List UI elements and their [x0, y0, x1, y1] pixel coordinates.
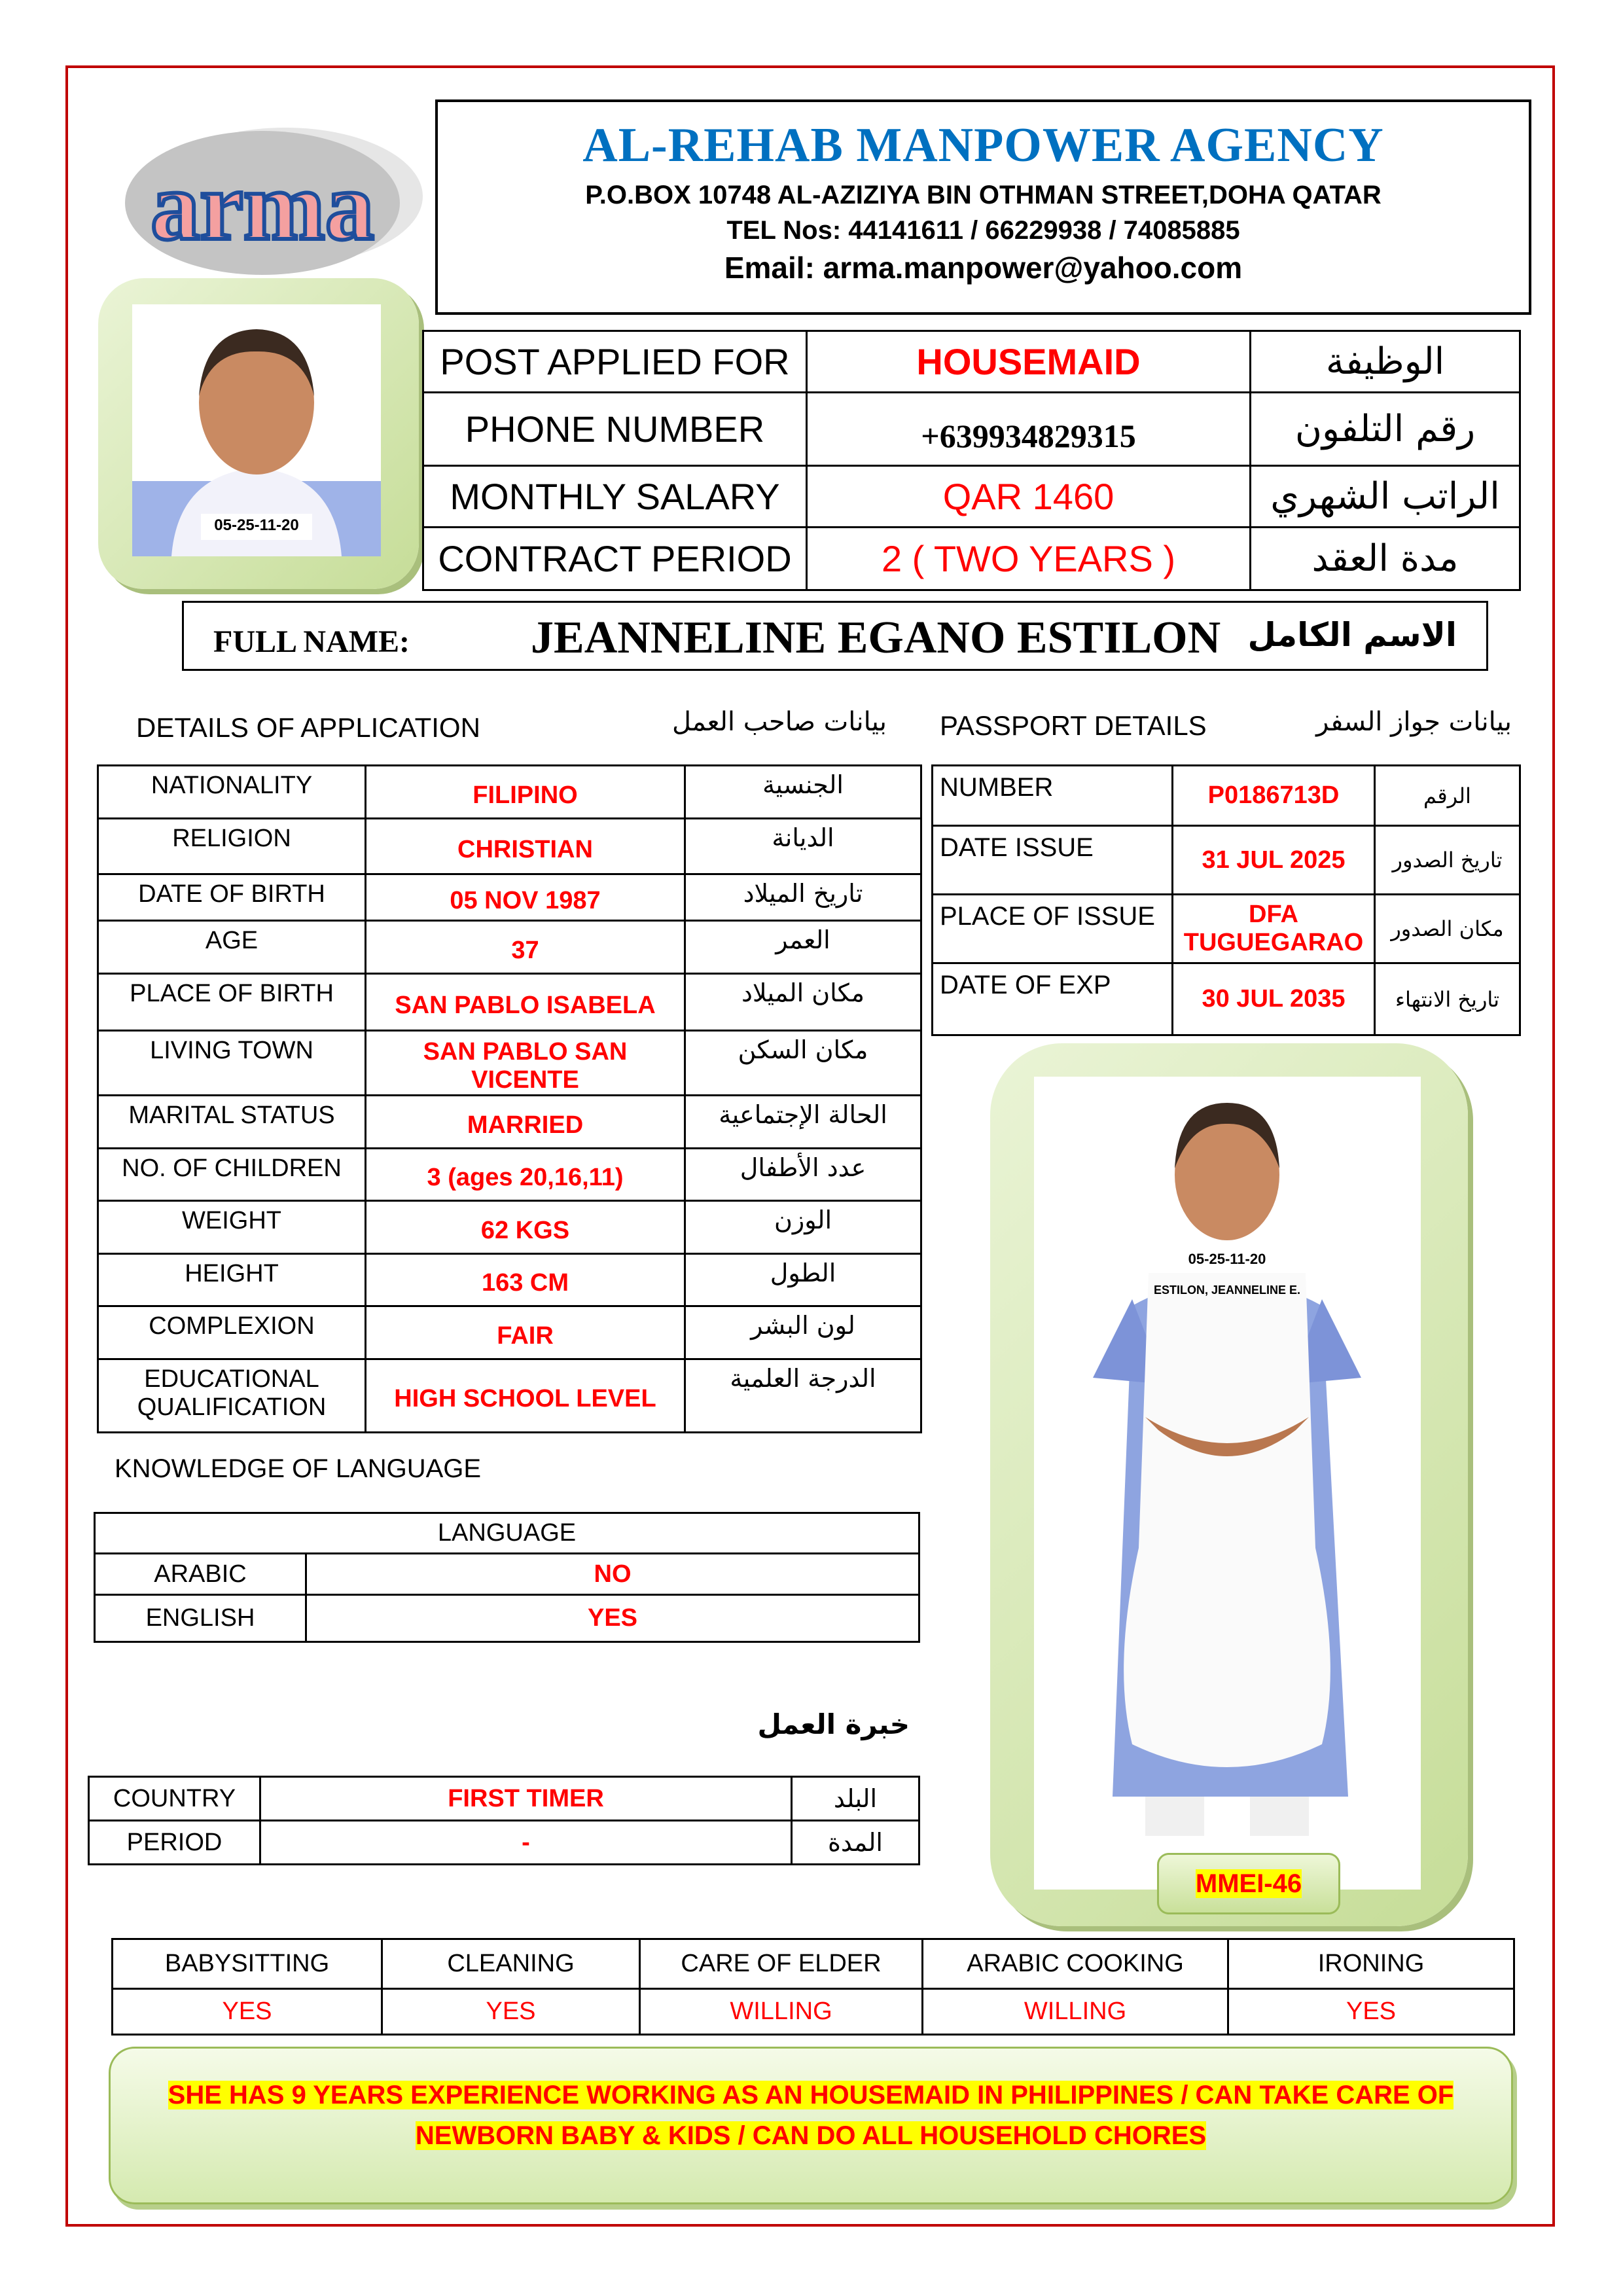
passport-label-ar: تاريخ الانتهاء: [1375, 963, 1520, 1035]
table-row: [98, 819, 921, 874]
skill-label: IRONING: [1228, 1939, 1514, 1989]
table-row: [98, 766, 921, 819]
table-row: [89, 1777, 919, 1821]
detail-label-ar: الطول: [685, 1254, 921, 1306]
detail-value: 05 NOV 1987: [366, 874, 685, 921]
language-english-value: YES: [306, 1595, 919, 1642]
detail-value: CHRISTIAN: [366, 819, 685, 874]
skill-label: BABYSITTING: [113, 1939, 382, 1989]
detail-value: FAIR: [366, 1306, 685, 1359]
passport-value: P0186713D: [1173, 766, 1375, 826]
table-row: [933, 895, 1520, 963]
language-heading: KNOWLEDGE OF LANGUAGE: [115, 1454, 482, 1483]
table-row: [98, 874, 921, 921]
detail-label-ar: تاريخ الميلاد: [685, 874, 921, 921]
passport-label: DATE OF EXP: [933, 963, 1173, 1035]
table-row: [98, 974, 921, 1031]
phone-label: PHONE NUMBER: [423, 393, 807, 466]
detail-value: HIGH SCHOOL LEVEL: [366, 1359, 685, 1433]
table-row: [113, 1939, 1514, 1989]
detail-value: 3 (ages 20,16,11): [366, 1149, 685, 1201]
language-english-label: ENGLISH: [95, 1595, 306, 1642]
passport-value: DFA TUGUEGARAO: [1173, 895, 1375, 963]
contract-value: 2 ( TWO YEARS ): [807, 528, 1251, 590]
detail-label: PLACE OF BIRTH: [98, 974, 366, 1031]
detail-value: 37: [366, 921, 685, 974]
table-row: [423, 331, 1520, 393]
salary-label-ar: الراتب الشهري: [1251, 466, 1520, 528]
full-name-label: FULL NAME:: [213, 624, 410, 659]
contract-label-ar: مدة العقد: [1251, 528, 1520, 590]
language-table: [94, 1512, 920, 1643]
table-row: [423, 393, 1520, 466]
salary-value: QAR 1460: [807, 466, 1251, 528]
detail-label: COMPLEXION: [98, 1306, 366, 1359]
detail-label: DATE OF BIRTH: [98, 874, 366, 921]
table-row: [98, 1359, 921, 1433]
language-header: LANGUAGE: [95, 1513, 919, 1554]
work-experience-heading-ar: خبرة العمل: [757, 1708, 910, 1740]
skill-label: CLEANING: [382, 1939, 640, 1989]
table-row: [89, 1821, 919, 1865]
work-country-label-ar: البلد: [792, 1777, 919, 1821]
table-row: [113, 1989, 1514, 2035]
skill-label: CARE OF ELDER: [640, 1939, 923, 1989]
detail-label-ar: لون البشر: [685, 1306, 921, 1359]
portrait-photo: [132, 304, 381, 556]
name-tag-date: 05-25-11-20: [1188, 1251, 1266, 1267]
detail-value: SAN PABLO SAN VICENTE: [366, 1031, 685, 1096]
full-name-label-ar: الاسم الكامل: [1247, 616, 1457, 654]
post-label-ar: الوظيفة: [1251, 331, 1520, 393]
detail-label-ar: مكان السكن: [685, 1031, 921, 1096]
table-row: [933, 826, 1520, 895]
table-row: [98, 1096, 921, 1149]
work-period-value: -: [260, 1821, 792, 1865]
work-experience-table: [88, 1776, 920, 1865]
detail-value: MARRIED: [366, 1096, 685, 1149]
passport-heading-ar: بيانات جواز السفر: [1316, 707, 1512, 737]
svg-text:arma: arma: [151, 152, 374, 260]
full-body-photo-frame: [990, 1043, 1468, 1926]
skill-value: WILLING: [923, 1989, 1228, 2035]
remark-line-1: SHE HAS 9 YEARS EXPERIENCE WORKING AS AN HOUSEMAID IN PHILIPPINES / CAN TAKE CARE OF: [168, 2081, 1454, 2109]
passport-label-ar: تاريخ الصدور: [1375, 826, 1520, 895]
detail-label: EDUCATIONAL QUALIFICATION: [98, 1359, 366, 1433]
detail-value: FILIPINO: [366, 766, 685, 819]
passport-label: PLACE OF ISSUE: [933, 895, 1173, 963]
detail-label: AGE: [98, 921, 366, 974]
details-heading-ar: بيانات صاحب العمل: [672, 707, 887, 737]
table-row: [98, 1149, 921, 1201]
detail-label: RELIGION: [98, 819, 366, 874]
table-row: [98, 1031, 921, 1096]
detail-label-ar: الديانة: [685, 819, 921, 874]
skills-table: [111, 1938, 1515, 2036]
detail-label-ar: مكان الميلاد: [685, 974, 921, 1031]
agency-address: P.O.BOX 10748 AL-AZIZIYA BIN OTHMAN STREET,DOHA QATAR: [585, 181, 1382, 209]
passport-details-table: [931, 764, 1521, 1036]
detail-label-ar: الحالة الإجتماعية: [685, 1096, 921, 1149]
passport-label-ar: الرقم: [1375, 766, 1520, 826]
table-row: [98, 1306, 921, 1359]
application-details-table: [97, 764, 922, 1433]
table-row: [423, 466, 1520, 528]
detail-label-ar: الدرجة العلمية: [685, 1359, 921, 1433]
full-name-box: [182, 601, 1488, 671]
detail-label: NATIONALITY: [98, 766, 366, 819]
passport-label-ar: مكان الصدور: [1375, 895, 1520, 963]
skill-value: YES: [1228, 1989, 1514, 2035]
remarks-box: [109, 2047, 1513, 2204]
detail-label: LIVING TOWN: [98, 1031, 366, 1096]
salary-label: MONTHLY SALARY: [423, 466, 807, 528]
work-country-label: COUNTRY: [89, 1777, 260, 1821]
post-label: POST APPLIED FOR: [423, 331, 807, 393]
portrait-photo-caption: 05-25-11-20: [214, 516, 299, 534]
portrait-photo-frame: [98, 278, 419, 589]
passport-value: 30 JUL 2035: [1173, 963, 1375, 1035]
passport-heading: PASSPORT DETAILS: [940, 710, 1207, 741]
table-row: [933, 766, 1520, 826]
table-row: [933, 963, 1520, 1035]
agency-logo: [122, 124, 425, 278]
detail-label: WEIGHT: [98, 1201, 366, 1254]
work-period-label: PERIOD: [89, 1821, 260, 1865]
table-row: [95, 1554, 919, 1595]
skill-value: YES: [382, 1989, 640, 2035]
remark-line-2: NEWBORN BABY & KIDS / CAN DO ALL HOUSEHOLD CHORES: [415, 2121, 1207, 2150]
passport-label: NUMBER: [933, 766, 1173, 826]
agency-name: AL-REHAB MANPOWER AGENCY: [582, 118, 1384, 172]
table-row: [95, 1595, 919, 1642]
candidate-code-badge: [1157, 1853, 1340, 1914]
skill-value: WILLING: [640, 1989, 923, 2035]
table-row: [98, 1254, 921, 1306]
language-arabic-label: ARABIC: [95, 1554, 306, 1595]
detail-label-ar: الوزن: [685, 1201, 921, 1254]
full-body-photo: [1034, 1077, 1421, 1890]
full-name-value: JEANNELINE EGANO ESTILON: [531, 613, 1221, 663]
table-row: [98, 1201, 921, 1254]
detail-label-ar: العمر: [685, 921, 921, 974]
detail-label: MARITAL STATUS: [98, 1096, 366, 1149]
name-tag-name: ESTILON, JEANNELINE E.: [1153, 1283, 1301, 1297]
job-summary-table: [422, 330, 1521, 591]
phone-value: +639934829315: [807, 393, 1251, 466]
agency-email: Email: arma.manpower@yahoo.com: [724, 251, 1243, 285]
details-heading: DETAILS OF APPLICATION: [136, 712, 480, 743]
detail-label: NO. OF CHILDREN: [98, 1149, 366, 1201]
work-period-label-ar: المدة: [792, 1821, 919, 1865]
language-arabic-value: NO: [306, 1554, 919, 1595]
detail-value: 163 CM: [366, 1254, 685, 1306]
passport-value: 31 JUL 2025: [1173, 826, 1375, 895]
table-row: [95, 1513, 919, 1554]
candidate-code: MMEI-46: [1195, 1869, 1302, 1898]
contract-label: CONTRACT PERIOD: [423, 528, 807, 590]
skill-value: YES: [113, 1989, 382, 2035]
skill-label: ARABIC COOKING: [923, 1939, 1228, 1989]
table-row: [98, 921, 921, 974]
detail-label-ar: عدد الأطفال: [685, 1149, 921, 1201]
agency-header: [435, 99, 1531, 315]
passport-label: DATE ISSUE: [933, 826, 1173, 895]
work-country-value: FIRST TIMER: [260, 1777, 792, 1821]
table-row: [423, 528, 1520, 590]
detail-value: 62 KGS: [366, 1201, 685, 1254]
detail-value: SAN PABLO ISABELA: [366, 974, 685, 1031]
phone-label-ar: رقم التلفون: [1251, 393, 1520, 466]
detail-label: HEIGHT: [98, 1254, 366, 1306]
agency-tel: TEL Nos: 44141611 / 66229938 / 74085885: [726, 216, 1240, 245]
detail-label-ar: الجنسية: [685, 766, 921, 819]
post-value: HOUSEMAID: [807, 331, 1251, 393]
